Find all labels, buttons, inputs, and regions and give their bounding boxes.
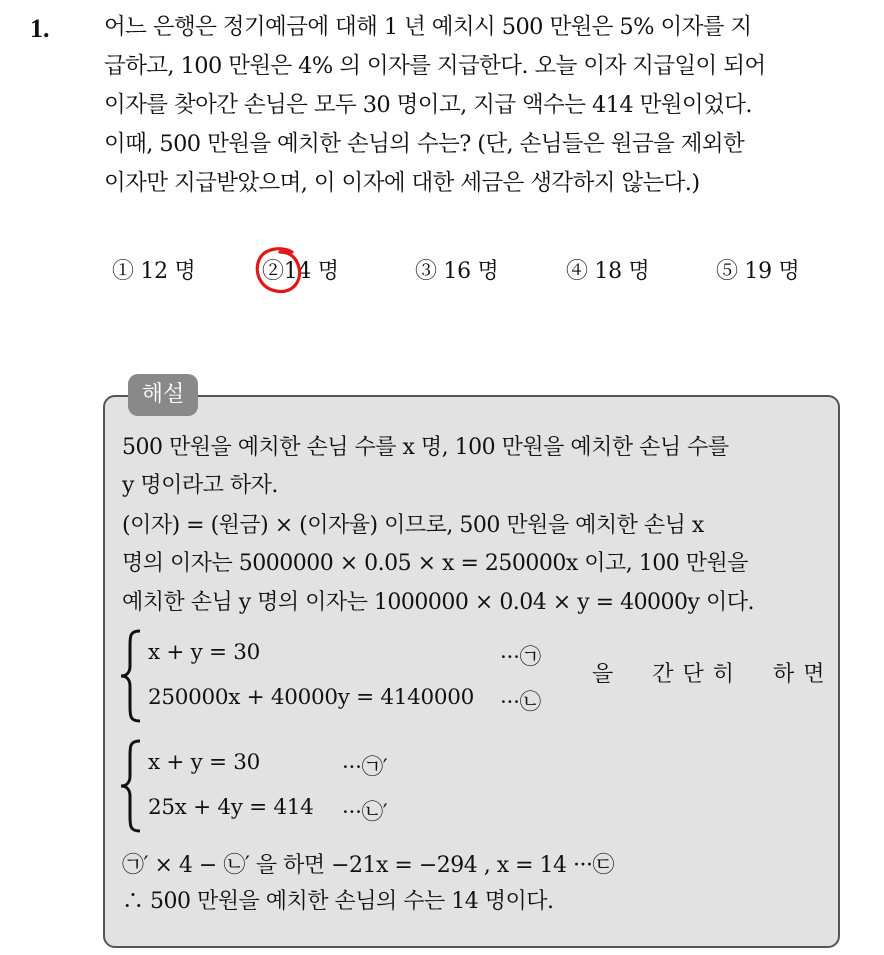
question-text xyxy=(104,8,864,203)
system2-tag2: ···㉡′ xyxy=(342,800,388,825)
system2-tag1: ···㉠′ xyxy=(342,755,388,780)
question-line: 이자만 지급받았으며, 이 이자에 대한 세금은 생각하지 않는다.) xyxy=(104,170,700,196)
question-line: 이때, 500 만원을 예치한 손님의 수는? (단, 손님들은 원금을 제외한 xyxy=(104,131,745,157)
system1-eq2: 250000x + 40000y = 4140000 xyxy=(148,685,475,710)
question-line: 어느 은행은 정기예금에 대해 1 년 예치시 500 만원은 5% 이자를 지 xyxy=(104,14,752,40)
system1-tag1: ···㉠ xyxy=(500,645,541,670)
side-text: 을 간단히 하면 xyxy=(592,662,834,687)
choice-mark: ⑤ xyxy=(716,259,738,284)
choice-text: 18 명 xyxy=(594,259,650,284)
choice-4[interactable] xyxy=(566,254,649,285)
brace-icon xyxy=(118,628,144,724)
solution-line: y 명이라고 하자. xyxy=(122,473,278,498)
choice-mark: ④ xyxy=(566,259,588,284)
choice-mark: ② xyxy=(262,259,284,284)
choice-text: 19 명 xyxy=(744,259,800,284)
question-number: 1. xyxy=(30,14,50,43)
choice-mark: ③ xyxy=(415,259,437,284)
choice-text: 12 명 xyxy=(140,259,196,284)
choice-3[interactable] xyxy=(415,254,498,285)
solution-line: (이자) = (원금) × (이자율) 이므로, 500 만원을 예치한 손님 x xyxy=(122,513,704,538)
choice-5[interactable] xyxy=(716,254,799,285)
answer-circle-icon xyxy=(252,244,306,296)
solution-line: 명의 이자는 5000000 × 0.05 × x = 250000x 이고, 100 만원을 xyxy=(122,551,748,576)
choice-text: 14 명 xyxy=(283,259,339,284)
question-line: 이자를 찾아간 손님은 모두 30 명이고, 지급 액수는 414 만원이었다. xyxy=(104,92,752,118)
solution-line: 예치한 손님 y 명의 이자는 1000000 × 0.04 × y = 40000y 이다. xyxy=(122,590,754,615)
solution-tag: 해설 xyxy=(128,374,198,416)
system1-eq1: x + y = 30 xyxy=(148,640,260,665)
system2-eq1: x + y = 30 xyxy=(148,750,260,775)
system2-eq2: 25x + 4y = 414 xyxy=(148,795,314,820)
solution-line: 500 만원을 예치한 손님 수를 x 명, 100 만원을 예치한 손님 수를 xyxy=(122,435,729,460)
system1-tag2: ···㉡ xyxy=(500,690,541,715)
choice-mark: ① xyxy=(112,259,134,284)
solution-step: ㉠′ × 4 − ㉡′ 을 하면 −21x = −294 , x = 14 ···㉢ xyxy=(122,853,615,878)
brace-icon xyxy=(118,738,144,834)
solution-conclusion: ∴ 500 만원을 예치한 손님의 수는 14 명이다. xyxy=(122,889,554,914)
choice-1[interactable] xyxy=(112,254,195,285)
question-line: 급하고, 100 만원은 4% 의 이자를 지급한다. 오늘 이자 지급일이 되어 xyxy=(104,53,766,79)
choice-text: 16 명 xyxy=(443,259,499,284)
